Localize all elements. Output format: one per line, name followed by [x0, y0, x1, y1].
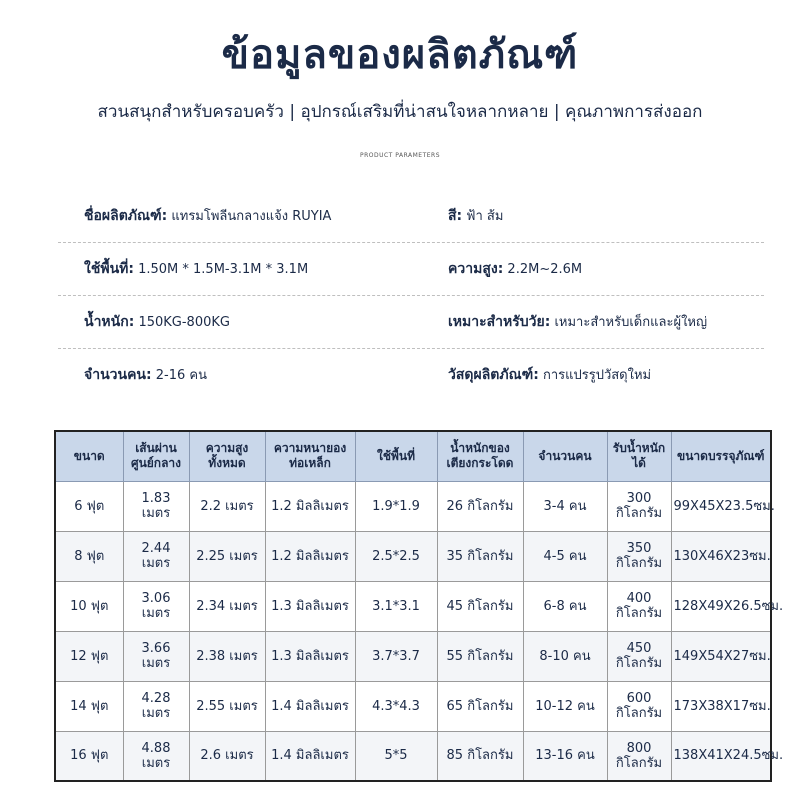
table-row: [55, 681, 771, 731]
param-value: แทรมโพลีนกลางแจ้ง RUYIA: [167, 209, 332, 224]
table-cell: 2.5*2.5: [355, 531, 437, 581]
table-row: [55, 631, 771, 681]
param-key: วัสดุผลิตภัณฑ์:: [448, 367, 539, 383]
table-cell: 6-8 คน: [523, 581, 607, 631]
param-color: [448, 205, 503, 227]
column-header: ขนาด: [55, 431, 123, 481]
page-title: ข้อมูลของผลิตภัณฑ์: [221, 32, 579, 78]
column-header: ขนาดบรรจุภัณฑ์: [671, 431, 771, 481]
table-cell: 128X49X26.5ซม.: [671, 581, 771, 631]
table-cell: 85 กิโลกรัม: [437, 731, 523, 781]
table-cell: 55 กิโลกรัม: [437, 631, 523, 681]
table-cell: 2.34 เมตร: [189, 581, 265, 631]
table-cell: 2.6 เมตร: [189, 731, 265, 781]
table-cell: 65 กิโลกรัม: [437, 681, 523, 731]
table-cell: 4.88 เมตร: [123, 731, 189, 781]
table-cell: 99X45X23.5ซม.: [671, 481, 771, 531]
table-cell: 35 กิโลกรัม: [437, 531, 523, 581]
table-cell: 3.66 เมตร: [123, 631, 189, 681]
table-cell: 450 กิโลกรัม: [607, 631, 671, 681]
table-cell: 2.2 เมตร: [189, 481, 265, 531]
table-cell: 400 กิโลกรัม: [607, 581, 671, 631]
param-value: ฟ้า ส้ม: [462, 209, 504, 224]
table-cell: 26 กิโลกรัม: [437, 481, 523, 531]
spec-table: [54, 430, 784, 782]
param-weight: [84, 311, 230, 333]
table-cell: 1.83 เมตร: [123, 481, 189, 531]
param-value: 2.2M~2.6M: [503, 262, 583, 277]
table-cell: 14 ฟุต: [55, 681, 123, 731]
column-header: ใช้พื้นที่: [355, 431, 437, 481]
table-cell: 10 ฟุต: [55, 581, 123, 631]
param-age: [448, 311, 707, 333]
table-cell: 4.3*4.3: [355, 681, 437, 731]
table-cell: 45 กิโลกรัม: [437, 581, 523, 631]
param-value: 2-16 คน: [151, 368, 207, 383]
param-row: [58, 349, 764, 402]
section-caption: PRODUCT PARAMETERS: [359, 152, 441, 159]
table-cell: 800 กิโลกรัม: [607, 731, 671, 781]
column-header: จำนวนคน: [523, 431, 607, 481]
table-cell: 300 กิโลกรัม: [607, 481, 671, 531]
param-key: ใช้พื้นที่:: [84, 261, 134, 277]
table-cell: 1.4 มิลลิเมตร: [265, 731, 355, 781]
param-row: [58, 190, 764, 243]
param-key: ชื่อผลิตภัณฑ์:: [84, 208, 168, 224]
table-cell: 1.3 มิลลิเมตร: [265, 581, 355, 631]
param-row: [58, 296, 764, 349]
table-cell: 2.25 เมตร: [189, 531, 265, 581]
param-key: สี:: [448, 208, 463, 224]
table-cell: 3.1*3.1: [355, 581, 437, 631]
param-key: ความสูง:: [448, 261, 504, 277]
table-cell: 3.7*3.7: [355, 631, 437, 681]
table-cell: 5*5: [355, 731, 437, 781]
table-header-row: [55, 431, 771, 481]
table-cell: 130X46X23ซม.: [671, 531, 771, 581]
param-height: [448, 258, 582, 280]
table-cell: 1.4 มิลลิเมตร: [265, 681, 355, 731]
param-key: เหมาะสำหรับวัย:: [448, 314, 551, 330]
table-cell: 4.28 เมตร: [123, 681, 189, 731]
column-header: ความสูงทั้งหมด: [189, 431, 265, 481]
param-value: เหมาะสำหรับเด็กและผู้ใหญ่: [550, 315, 708, 330]
column-header: น้ำหนักของเตียงกระโดด: [437, 431, 523, 481]
param-value: 150KG-800KG: [134, 315, 230, 330]
table-cell: 2.55 เมตร: [189, 681, 265, 731]
product-parameters: [58, 190, 764, 402]
table-cell: 600 กิโลกรัม: [607, 681, 671, 731]
table-cell: 138X41X24.5ซม.: [671, 731, 771, 781]
table-cell: 2.44 เมตร: [123, 531, 189, 581]
table-cell: 1.3 มิลลิเมตร: [265, 631, 355, 681]
table-row: [55, 481, 771, 531]
table-cell: 1.2 มิลลิเมตร: [265, 531, 355, 581]
table-cell: 2.38 เมตร: [189, 631, 265, 681]
param-row: [58, 243, 764, 296]
table-cell: 149X54X27ซม.: [671, 631, 771, 681]
table-cell: 12 ฟุต: [55, 631, 123, 681]
param-value: 1.50M * 1.5M-3.1M * 3.1M: [133, 262, 309, 277]
page-subtitle: สวนสนุกสำหรับครอบครัว | อุปกรณ์เสริมที่น่าสนใจหลากหลาย | คุณภาพการส่งออก: [97, 102, 703, 122]
table-cell: 173X38X17ซม.: [671, 681, 771, 731]
param-key: น้ำหนัก:: [84, 314, 135, 330]
param-key: จำนวนคน:: [84, 367, 152, 383]
param-material: [448, 364, 651, 386]
param-value: การแปรรูปวัสดุใหม่: [538, 368, 652, 383]
table-cell: 13-16 คน: [523, 731, 607, 781]
table-cell: 3.06 เมตร: [123, 581, 189, 631]
table-cell: 1.2 มิลลิเมตร: [265, 481, 355, 531]
column-header: รับน้ำหนักได้: [607, 431, 671, 481]
param-product-name: [84, 205, 331, 227]
table-cell: 10-12 คน: [523, 681, 607, 731]
table-cell: 16 ฟุต: [55, 731, 123, 781]
table-cell: 8-10 คน: [523, 631, 607, 681]
table-row: [55, 531, 771, 581]
table-row: [55, 731, 771, 781]
table-cell: 8 ฟุต: [55, 531, 123, 581]
table-row: [55, 581, 771, 631]
param-persons: [84, 364, 207, 386]
table-cell: 350 กิโลกรัม: [607, 531, 671, 581]
table-cell: 6 ฟุต: [55, 481, 123, 531]
param-area: [84, 258, 308, 280]
table-cell: 1.9*1.9: [355, 481, 437, 531]
table-cell: 3-4 คน: [523, 481, 607, 531]
table-cell: 4-5 คน: [523, 531, 607, 581]
column-header: ความหนายองท่อเหล็ก: [265, 431, 355, 481]
column-header: เส้นผ่านศูนย์กลาง: [123, 431, 189, 481]
